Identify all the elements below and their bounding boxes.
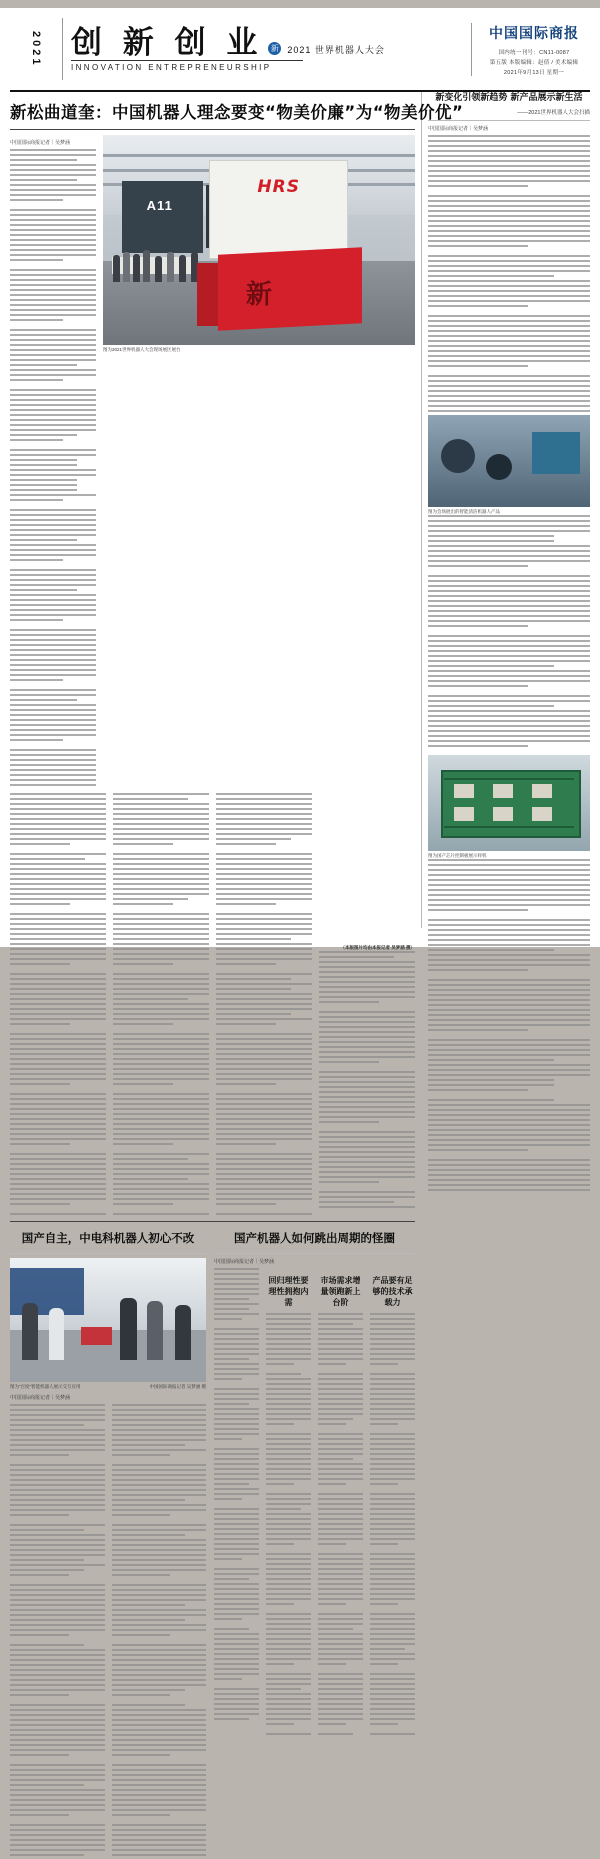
sidebar-text-2 <box>428 515 590 755</box>
exhibition-booth-photo <box>103 135 415 345</box>
section2-text-column-1 <box>10 1404 105 1859</box>
booth-logo: HRS <box>257 176 300 197</box>
paper-meta-line-3: 2021年9月13日 星期一 <box>503 69 565 76</box>
masthead-year-block <box>10 18 63 80</box>
main-byline: 中国国际商报记者｜吴梦涵 <box>10 140 71 146</box>
section2-left-title: 国产自主，中电科机器人初心不改 <box>21 1231 195 1245</box>
section2-right-byline: 中国国际商报记者｜吴梦涵 <box>214 1259 275 1265</box>
masthead-title: 创 新 创 业 <box>71 24 263 61</box>
paper-meta-line-1: 国内统一刊号：CN11-0087 <box>498 49 570 56</box>
main-text-column-2 <box>10 793 106 1218</box>
photo2-caption: 图为“百度”智能机器人展示交互应用 <box>10 1384 81 1389</box>
side-column <box>422 92 590 928</box>
main-text-column-1 <box>10 135 96 789</box>
masthead-paper-block <box>471 23 590 76</box>
masthead-subtitle-cn: 2021 世界机器人大会 <box>287 45 385 56</box>
main-headline: 新松曲道奎：中国机器人理念要变“物美价廉”为“物美价优” <box>10 92 415 130</box>
subhead-2: 市场需求增量领跑新上台阶 <box>320 1276 361 1307</box>
section2-right-column-4 <box>370 1268 415 1738</box>
sidebar-source: ——2021世界机器人大会扫描 <box>517 110 590 117</box>
masthead-title-block <box>71 26 471 72</box>
sidebar-text-1 <box>428 135 590 412</box>
masthead <box>10 8 590 92</box>
paper-meta <box>478 48 590 76</box>
booth-backdrop <box>209 160 348 259</box>
cleaning-robot-photo <box>428 415 590 507</box>
subhead-3: 产品要有足够的技术承载力 <box>372 1276 413 1307</box>
crowd-figures <box>109 236 209 282</box>
masthead-badge-icon: 新 <box>268 42 281 55</box>
subhead-1: 回归理性要理性拥抱内需 <box>268 1276 309 1307</box>
main-text-column-4 <box>216 793 312 1218</box>
sidebar-photo1-caption: 图为会场展出的智能清洁机器人产品 <box>428 509 500 515</box>
section2-right-column-3 <box>318 1268 363 1738</box>
sidebar-text-3 <box>428 859 590 1191</box>
page-body <box>10 92 590 1401</box>
sidebar-byline: 中国国际商报记者｜吴梦涵 <box>428 126 489 133</box>
masthead-subtitle-en: INNOVATION ENTREPRENEURSHIP <box>71 60 303 72</box>
booth-people-photo <box>10 1258 206 1382</box>
article-end-note: （本版图片均由本报记者 吴梦涵 摄） <box>340 945 415 950</box>
main-article-columns <box>10 793 415 1218</box>
masthead-year: 2021 <box>30 30 42 68</box>
section2-byline: 中国国际商报记者｜吴梦涵 <box>10 1395 71 1401</box>
red-wall-character: 新 <box>245 280 273 311</box>
section2-right-title: 国产机器人如何跳出周期的怪圈 <box>234 1231 395 1245</box>
photo2-credit: 中国国际商报记者 吴梦涵 摄 <box>149 1384 206 1389</box>
section2-right-column-2 <box>266 1268 311 1738</box>
section2-right-column-1 <box>214 1268 259 1738</box>
red-display-wall <box>218 247 362 330</box>
main-text-column-5 <box>319 793 415 1218</box>
sidebar-photo2-caption: 图为国产芯片控制板展示样机 <box>428 853 487 859</box>
aisle-sign: A11 <box>146 198 173 213</box>
photo1-caption: 图为2021世界机器人大会现场展区展台 <box>103 347 181 352</box>
main-text-column-3 <box>113 793 209 1218</box>
newspaper-page <box>0 8 600 1401</box>
paper-meta-line-2: 第五版 本版编辑：赵倩 / 美术编辑 <box>489 59 579 66</box>
paper-name: 中国国际商报 <box>489 25 579 42</box>
sidebar-headline: 新变化引领新趋势 新产品展示新生活 <box>435 93 583 103</box>
section2-text-column-2 <box>112 1404 207 1859</box>
control-board-photo <box>428 755 590 851</box>
